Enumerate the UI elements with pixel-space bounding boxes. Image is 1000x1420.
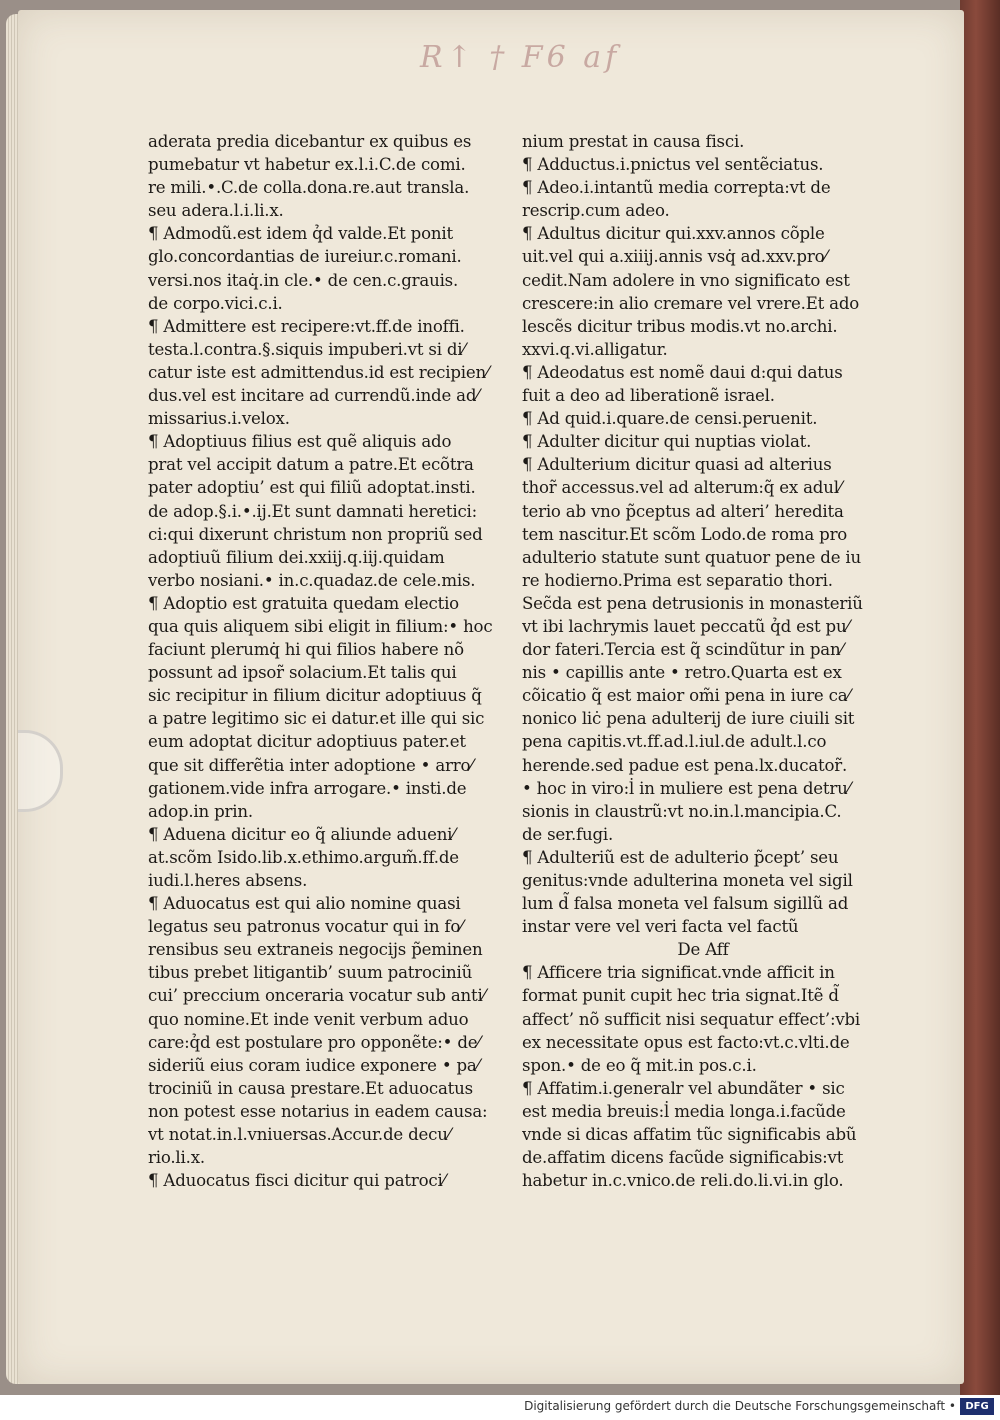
text-line: instar vere vel veri facta vel factũ (522, 917, 799, 937)
right-text-column (522, 130, 884, 1192)
text-line: de corpo.vici.c.i. (148, 293, 283, 313)
text-line: dus.vel est incitare ad currendũ.inde ad⁄ (148, 386, 479, 406)
text-line: tem nascitur.Et scõm Lodo.de roma pro (522, 524, 848, 544)
text-line: est media breuis:l̇ media longa.i.facũde (522, 1101, 846, 1121)
text-line: nis • capillis ante • retro.Quarta est ex (522, 663, 842, 683)
text-line: rio.li.x. (148, 1148, 205, 1168)
text-line: format punit cupit hec tria signat.Itẽ d̃ (522, 986, 839, 1006)
text-line: xxvi.q.vi.alligatur. (522, 339, 668, 359)
text-line: thor̃ accessus.vel ad alterum:q̃ ex adul⁄ (522, 478, 842, 498)
text-line: ¶ Adulter dicitur qui nuptias violat. (522, 432, 812, 452)
text-line: de.affatim dicens facũde significabis:vt (522, 1148, 844, 1168)
text-line: testa.l.contra.§.siquis impuberi.vt si di⁄ (148, 339, 465, 359)
text-line: adoptiuũ filium dei.xxiij.q.iij.quidam (148, 547, 445, 567)
text-line: non potest esse notarius in eadem causa: (148, 1101, 488, 1121)
text-line: affect’ nõ sufficit nisi sequatur effect’:vbi (522, 1009, 861, 1029)
text-line: uit.vel qui a.xiiij.annis vsq̇ ad.xxv.pro⁄ (522, 247, 827, 267)
left-text-column (148, 130, 503, 1192)
text-line: nium prestat in causa fisci. (522, 132, 745, 151)
text-line: ex necessitate opus est facto:vt.c.vlti.de (522, 1032, 850, 1052)
text-line: ¶ Afficere tria significat.vnde afficit in (522, 963, 835, 983)
text-line: spon.• de eo q̃ mit.in pos.c.i. (522, 1055, 757, 1075)
text-line: ¶ Ad quid.i.quare.de censi.peruenit. (522, 409, 818, 429)
text-line: ¶ Affatim.i.generalr vel abundãter • sic (522, 1078, 845, 1098)
text-line: catur iste est admittendus.id est recipien⁄ (148, 362, 489, 382)
text-line: ci:qui dixerunt christum non propriũ sed (148, 524, 483, 544)
text-line: re hodierno.Prima est separatio thori. (522, 570, 833, 590)
text-line: nonico liċ pena adulterij de iure ciuili sit (522, 709, 855, 729)
text-line: aderata predia dicebantur ex quibus es (148, 132, 472, 151)
text-line: cui’ preccium onceraria vocatur sub anti⁄ (148, 986, 486, 1006)
text-line: De Aff (677, 940, 729, 960)
text-line: ¶ Aduocatus fisci dicitur qui patroci⁄ (148, 1171, 446, 1191)
text-line: ¶ Adoptio est gratuita quedam electio (148, 593, 459, 613)
text-line: genitus:vnde adulterina moneta vel sigil (522, 871, 853, 890)
text-line: ¶ Adultus dicitur qui.xxv.annos cõple (522, 224, 825, 244)
text-line: lescẽs dicitur tribus modis.vt no.archi. (522, 316, 838, 336)
text-line: que sit differẽtia inter adoptione • arro⁄ (148, 755, 473, 775)
text-line: cedit.Nam adolere in vno significato est (522, 270, 850, 290)
text-line: ¶ Admittere est recipere:vt.ff.de inoffi. (148, 316, 465, 336)
text-line: re mili.•.C.de colla.dona.re.aut transla. (148, 178, 470, 198)
text-line: ¶ Aduocatus est qui alio nomine quasi (148, 894, 461, 914)
text-line: crescere:in alio cremare vel vrere.Et ado (522, 293, 860, 313)
text-line: ¶ Admodũ.est idem q̉d valde.Et ponit (148, 224, 453, 244)
text-line: rescrip.cum adeo. (522, 201, 670, 221)
text-line: seu adera.l.i.li.x. (148, 201, 284, 221)
text-line: sideriũ eius coram iudice exponere • pa⁄ (148, 1055, 480, 1075)
text-line: qua quis aliquem sibi eligit in filium:• hoc (148, 616, 493, 636)
text-line: terio ab vno p̃ceptus ad alteri’ heredita (522, 501, 844, 521)
text-line: missarius.i.velox. (148, 409, 290, 429)
text-line: ¶ Adeo.i.intantũ media correpta:vt de (522, 178, 831, 198)
text-line: fuit a deo ad liberationẽ israel. (522, 386, 775, 406)
text-line: vnde si dicas affatim tũc significabis abũ (522, 1125, 857, 1145)
text-line: tibus prebet litigantib’ suum patrociniũ (148, 963, 473, 983)
text-line: iudi.l.heres absens. (148, 871, 308, 890)
book-cover-edge (960, 0, 1000, 1395)
text-line: ¶ Aduena dicitur eo q̃ aliunde adueni⁄ (148, 824, 455, 844)
handwritten-annotation: R↑ † F6 af (420, 40, 621, 75)
text-line: verbo nosiani.• in.c.quadaz.de cele.mis. (148, 570, 476, 590)
text-line: trociniũ in causa prestare.Et aduocatus (148, 1078, 473, 1098)
text-line: rensibus seu extraneis negocijs p̃eminen (148, 940, 483, 960)
text-line: dor fateri.Tercia est q̃ scindũtur in pan⁄ (522, 640, 844, 660)
text-line: cõicatio q̃ est maior om̃i pena in iure ca⁄ (522, 686, 850, 706)
text-line: pater adoptiu’ est qui filiũ adoptat.insti. (148, 478, 476, 498)
text-line: legatus seu patronus vocatur qui in fo⁄ (148, 917, 463, 937)
text-line: ¶ Adeodatus est nomẽ daui d:qui datus (522, 362, 843, 382)
text-line: lum d̃ falsa moneta vel falsum sigillũ ad (522, 894, 849, 914)
text-line: glo.concordantias de iureiur.c.romani. (148, 247, 462, 267)
text-line: gationem.vide infra arrogare.• insti.de (148, 778, 467, 798)
text-line: ¶ Adductus.i.pnictus vel sentẽciatus. (522, 155, 824, 175)
text-line: habetur in.c.vnico.de reli.do.li.vi.in glo. (522, 1171, 844, 1191)
text-line: de ser.fugi. (522, 824, 614, 844)
text-line: sic recipitur in filium dicitur adoptiuus q̃ (148, 686, 482, 706)
text-line: ¶ Adulterium dicitur quasi ad alterius (522, 455, 832, 475)
text-line: vt notat.in.l.vniuersas.Accur.de decu⁄ (148, 1125, 451, 1145)
text-line: ¶ Adulteriũ est de adulterio p̃cept’ seu (522, 847, 839, 867)
text-line: quo nomine.Et inde venit verbum aduo (148, 1009, 469, 1029)
text-line: ¶ Adoptiuus filius est quẽ aliquis ado (148, 432, 452, 452)
text-line: possunt ad ipsor̃ solacium.Et talis qui (148, 663, 457, 683)
text-line: eum adoptat dicitur adoptiuus pater.et (148, 732, 466, 752)
text-line: faciunt plerumq̇ hi qui filios habere nõ (148, 640, 464, 660)
dfg-logo: DFG (960, 1398, 994, 1415)
text-line: herende.sed padue est pena.lx.ducator̃. (522, 755, 848, 775)
text-line: vt ibi lachrymis lauet peccatũ q̉d est pu⁄ (522, 616, 850, 636)
text-line: adulterio statute sunt quatuor pene de iu (522, 547, 862, 567)
text-line: a patre legitimo sic ei datur.et ille qui sic (148, 709, 485, 729)
text-line: Sec̃da est pena detrusionis in monasteriũ (522, 593, 863, 613)
text-line: • hoc in viro:l̇ in muliere est pena detru⁄ (522, 778, 851, 798)
text-line: care:q̉d est postulare pro opponẽte:• de⁄ (148, 1032, 480, 1052)
text-line: adop.in prin. (148, 801, 253, 821)
text-line: de adop.§.i.•.ij.Et sunt damnati heretici: (148, 501, 478, 521)
text-line: versi.nos itaq̇.in cle.• de cen.c.grauis. (148, 270, 459, 290)
page-clip (18, 730, 63, 812)
text-line: sionis in claustrũ:vt no.in.l.mancipia.C. (522, 801, 842, 821)
footer-credit: Digitalisierung gefördert durch die Deutsche Forschungsgemeinschaft • (524, 1399, 956, 1413)
text-line: prat vel accipit datum a patre.Et ecõtra (148, 455, 474, 475)
text-line: at.scõm Isido.lib.x.ethimo.argum̃.ff.de (148, 847, 459, 867)
text-line: pena capitis.vt.ff.ad.l.iul.de adult.l.co (522, 732, 827, 752)
text-line: pumebatur vt habetur ex.l.i.C.de comi. (148, 155, 466, 175)
